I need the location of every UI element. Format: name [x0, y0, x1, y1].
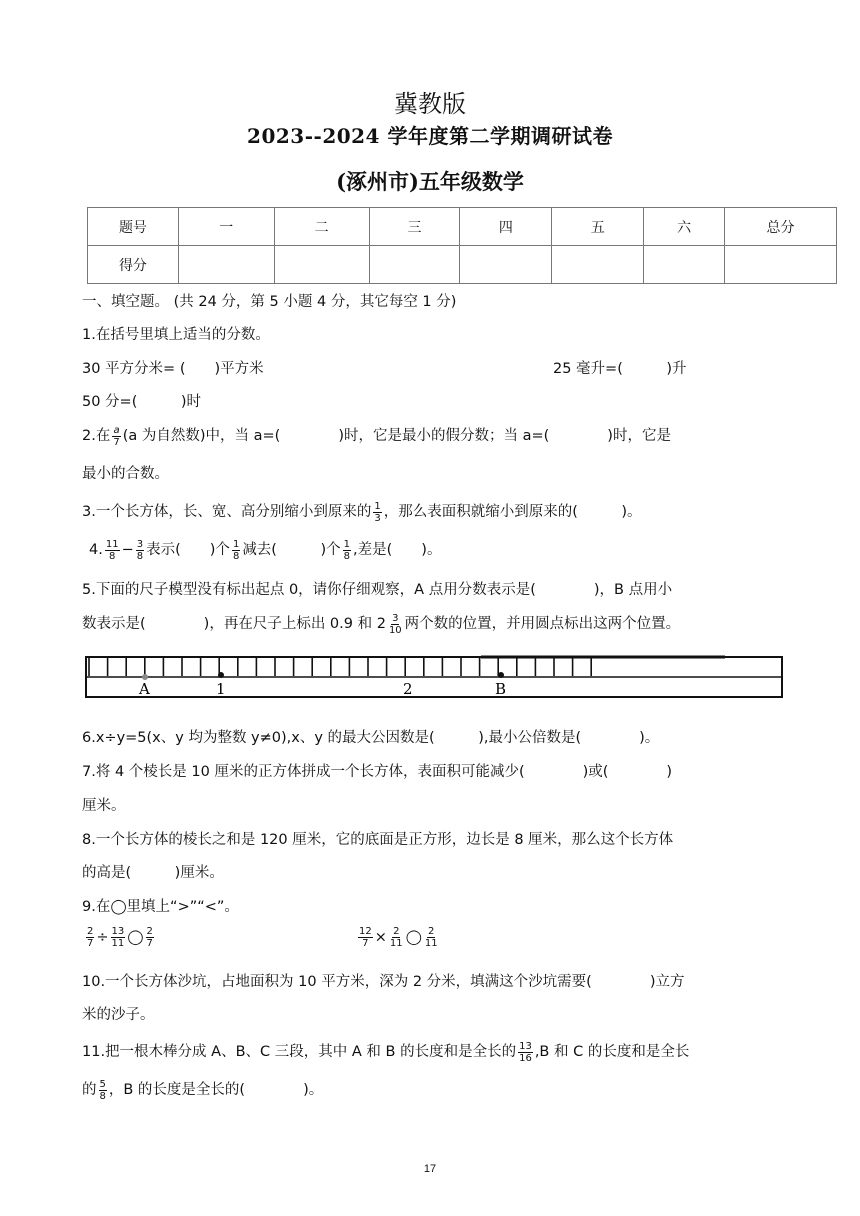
- denominator: 8: [343, 550, 351, 562]
- numerator: 12: [359, 926, 372, 937]
- section1-title: 一、填空题。 (共 24 分，第 5 小题 4 分，其它每空 1 分): [82, 294, 457, 310]
- numerator: 11: [105, 538, 119, 550]
- q5-mixed-fraction: [388, 613, 403, 636]
- q3-post: ，那么表面积就缩小到原来的( )。: [383, 504, 642, 520]
- q3-pre: 3.一个长方体，长、宽、高分别缩小到原来的: [82, 504, 372, 520]
- score-cell[interactable]: [552, 246, 644, 284]
- q4-fraction-4: [343, 539, 351, 562]
- score-table-header-row: [88, 208, 837, 246]
- fraction: [146, 926, 154, 949]
- fraction: [111, 926, 126, 949]
- q4-fraction-2: [136, 539, 144, 562]
- q4-mid1: 表示( )个: [146, 542, 230, 558]
- header-cell: 四: [460, 208, 552, 246]
- q1-part-a: 30 平方分米= ( )平方米: [82, 361, 264, 377]
- q7-line1: 7.将 4 个棱长是 10 厘米的正方体拼成一个长方体，表面积可能减少( )或( ): [82, 764, 673, 780]
- q5-line2-pre: 数表示是( )，再在尺子上标出 0.9 和 2: [82, 616, 386, 632]
- q5-line2: [82, 612, 680, 636]
- numerator: 3: [392, 612, 399, 624]
- q2-fraction: [112, 425, 120, 448]
- numerator: 1: [232, 538, 240, 550]
- denominator: 16: [519, 1052, 532, 1064]
- q2-line1: [82, 424, 671, 448]
- numerator: 13: [111, 926, 125, 937]
- header-cell: 六: [644, 208, 725, 246]
- page-number: 17: [423, 1163, 437, 1175]
- denominator: 11: [424, 938, 438, 949]
- q9-stem: 9.在◯里填上“>”“<”。: [82, 899, 239, 915]
- edition-label: 冀教版: [394, 90, 466, 118]
- fraction: [86, 926, 94, 949]
- exam-title: 2023--2024 学年度第二学期调研试卷: [247, 124, 613, 148]
- q8-line1: 8.一个长方体的棱长之和是 120 厘米，它的底面是正方形，边长是 8 厘米，那么这个长方体: [82, 832, 674, 848]
- denominator: 8: [99, 1090, 106, 1102]
- q5-line1: 5.下面的尺子模型没有标出起点 0，请你仔细观察，A 点用分数表示是( )，B 点用小: [82, 582, 673, 598]
- q2-line2: 最小的合数。: [82, 466, 169, 482]
- q11-line2-pre: 的: [82, 1082, 97, 1098]
- compare-circle[interactable]: ◯: [127, 929, 144, 946]
- q8-line2: 的高是( )厘米。: [82, 865, 224, 881]
- denominator: 8: [232, 550, 240, 562]
- q10-line1: 10.一个长方体沙坑，占地面积为 10 平方米，深为 2 分米，填满这个沙坑需要( )立方: [82, 974, 685, 990]
- denominator: 7: [87, 938, 94, 949]
- numerator: a: [113, 424, 120, 436]
- score-row-label: 得分: [88, 246, 179, 284]
- header-cell: 题号: [88, 208, 179, 246]
- denominator: 7: [146, 938, 153, 949]
- numerator: 1: [343, 538, 351, 550]
- ruler-label-1: 1: [216, 680, 226, 698]
- denominator: 11: [389, 938, 403, 949]
- point-b-marker: [498, 672, 504, 678]
- q7-line2: 厘米。: [82, 798, 126, 814]
- numerator: 3: [136, 538, 144, 550]
- q3-line: [82, 500, 642, 524]
- score-cell[interactable]: [460, 246, 552, 284]
- q4-fraction-1: [105, 539, 120, 562]
- denominator: 8: [109, 550, 116, 562]
- q9-expression-2: [356, 926, 441, 949]
- header-cell: 总分: [725, 208, 837, 246]
- score-table: [87, 207, 837, 284]
- score-table-score-row: [88, 246, 837, 284]
- numerator: 2: [146, 926, 153, 937]
- q4-mid2: 减去( )个: [242, 542, 341, 558]
- q3-fraction: [373, 501, 381, 524]
- q11-line2: [82, 1078, 323, 1102]
- q1-stem: 1.在括号里填上适当的分数。: [82, 327, 270, 343]
- operator: ×: [374, 929, 387, 946]
- ruler-label-2: 2: [403, 680, 413, 698]
- q5-line2-post: 两个数的位置，并用圆点标出这两个位置。: [404, 616, 681, 632]
- fraction: [358, 926, 373, 949]
- score-cell[interactable]: [725, 246, 837, 284]
- q11-fraction-1: [518, 1041, 533, 1064]
- numerator: 13: [519, 1040, 532, 1052]
- fraction: [424, 926, 439, 949]
- denominator: 7: [113, 436, 120, 448]
- q6-line: 6.x÷y=5(x、y 均为整数 y≠0),x、y 的最大公因数是( ),最小公倍数是( )。: [82, 730, 660, 746]
- operator: ÷: [96, 929, 109, 946]
- q1-part-c: 50 分=( )时: [82, 394, 202, 410]
- q4-pre: 4.: [89, 542, 103, 558]
- numerator: 5: [99, 1078, 106, 1090]
- header-cell: 二: [274, 208, 369, 246]
- numerator: 2: [428, 926, 435, 937]
- score-cell[interactable]: [178, 246, 274, 284]
- exam-subtitle: (涿州市)五年级数学: [336, 169, 524, 194]
- q10-line2: 米的沙子。: [82, 1007, 155, 1023]
- q11-line1-post: ,B 和 C 的长度和是全长: [534, 1044, 690, 1060]
- denominator: 11: [111, 938, 125, 949]
- fraction: [389, 926, 404, 949]
- point-one-marker: [218, 672, 224, 678]
- header-cell: 五: [552, 208, 644, 246]
- score-cell[interactable]: [369, 246, 460, 284]
- compare-circle[interactable]: ◯: [405, 929, 422, 946]
- ruler-label-a: A: [139, 680, 150, 698]
- denominator: 10: [388, 624, 402, 636]
- q2-post: (a 为自然数)中，当 a=( )时，它是最小的假分数；当 a=( )时，它是: [122, 428, 671, 444]
- score-cell[interactable]: [644, 246, 725, 284]
- q4-fraction-3: [232, 539, 240, 562]
- q11-line2-post: ，B 的长度是全长的( )。: [108, 1082, 324, 1098]
- q4-line: [89, 538, 441, 562]
- ruler-diagram: [85, 652, 785, 700]
- header-cell: 一: [178, 208, 274, 246]
- q11-fraction-2: [99, 1079, 107, 1102]
- q2-pre: 2.在: [82, 428, 111, 444]
- numerator: 1: [374, 500, 381, 512]
- header-cell: 三: [369, 208, 460, 246]
- ruler-ticks: [89, 658, 591, 676]
- denominator: 3: [374, 512, 381, 524]
- q4-post: ,差是( )。: [353, 542, 442, 558]
- numerator: 2: [393, 926, 400, 937]
- q11-line1-pre: 11.把一根木棒分成 A、B、C 三段，其中 A 和 B 的长度和是全长的: [82, 1044, 517, 1060]
- ruler-label-b: B: [495, 680, 507, 698]
- q11-line1: [82, 1040, 689, 1064]
- q1-part-b: 25 毫升=( )升: [553, 361, 687, 377]
- denominator: 7: [362, 938, 369, 949]
- denominator: 8: [136, 550, 144, 562]
- q9-expression-1: [84, 926, 156, 949]
- score-cell[interactable]: [274, 246, 369, 284]
- minus-sign: −: [121, 542, 134, 558]
- numerator: 2: [87, 926, 94, 937]
